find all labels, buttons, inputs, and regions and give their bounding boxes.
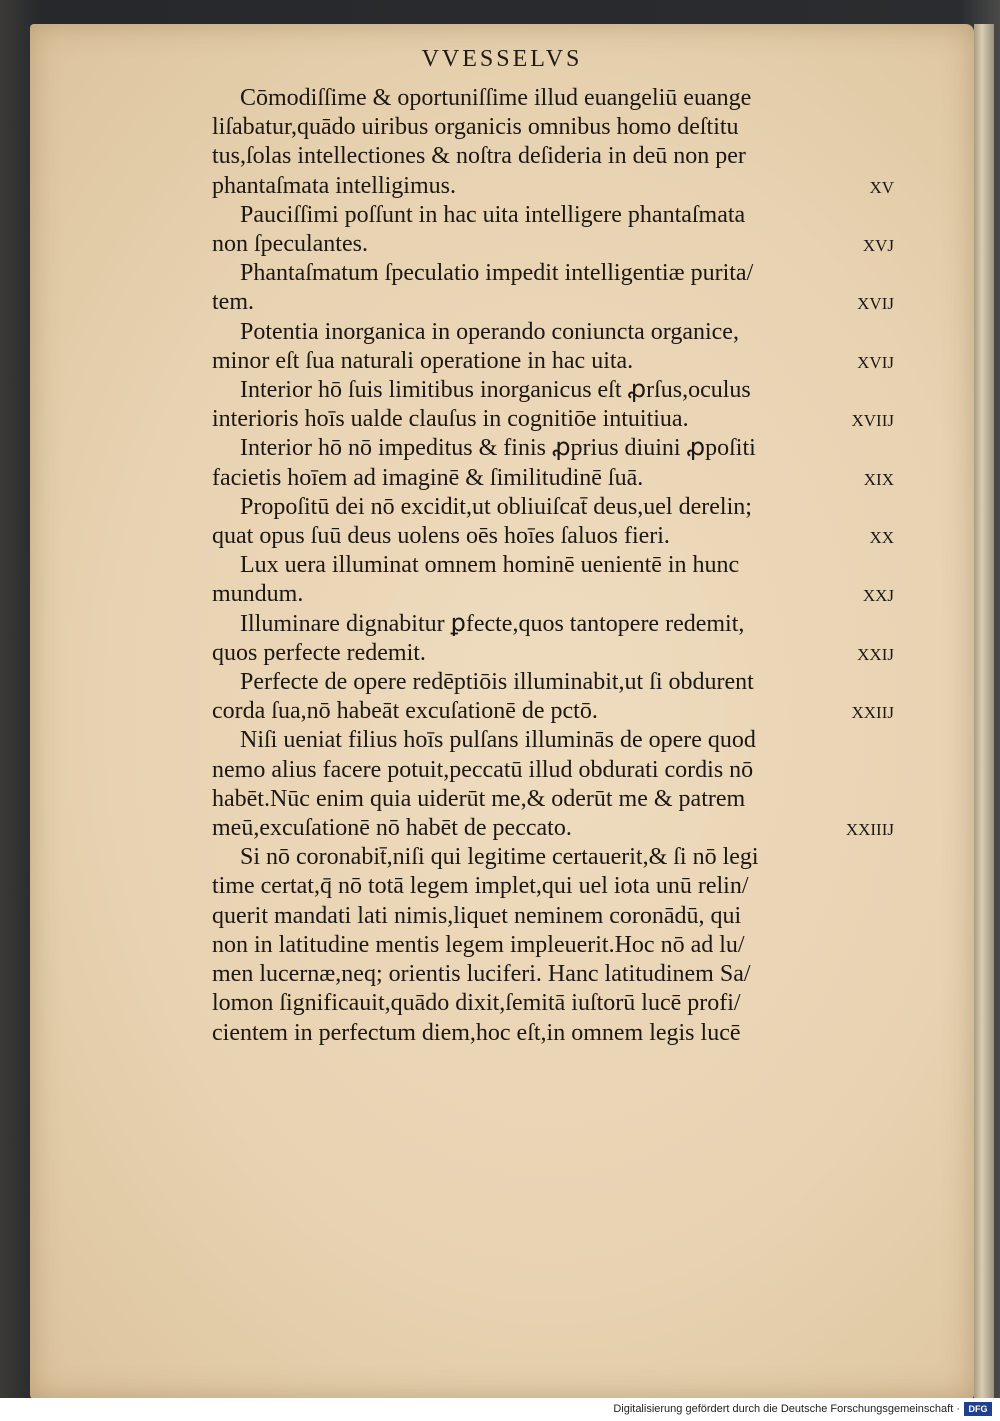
line-text: phantaſmata intelligimus.	[212, 172, 456, 199]
line-text: liſabatur,quādo uiribus organicis omnibus homo deſtitu	[212, 114, 739, 141]
text-line	[212, 1019, 894, 1048]
line-text: Illuminare dignabitur ꝑfecte,quos tantopere redemit,	[240, 610, 745, 637]
text-line	[212, 872, 894, 901]
text-line	[212, 201, 894, 230]
text-line	[212, 668, 894, 697]
thesis-number: xvj	[862, 231, 894, 258]
line-text: Lux uera illuminat omnem hominē uenientē in hunc	[240, 552, 740, 579]
text-line	[212, 902, 894, 931]
line-text: non ſpeculantes.	[212, 231, 368, 258]
thesis-paragraph	[212, 259, 894, 317]
line-text: non in latitudine mentis legem impleuerit.Hoc nō ad lu/	[212, 931, 745, 958]
thesis-paragraph	[212, 493, 894, 551]
line-text: meū,excuſationē nō habēt de peccato.	[212, 815, 572, 842]
line-text: querit mandati lati nimis,liquet neminem coronādū, qui	[212, 902, 742, 929]
line-text: cientem in perfectum diem,hoc eſt,in omnem legis lucē	[212, 1019, 741, 1046]
text-line	[212, 84, 894, 113]
line-text: time certat,q̄ nō totā legem implet,qui uel iota unū relin/	[212, 873, 749, 900]
thesis-paragraph	[212, 434, 894, 492]
line-text: Propoſitū dei nō excidit,ut obliuiſcat̄ deus,uel derelin;	[240, 493, 752, 520]
text-line	[212, 551, 894, 580]
thesis-number: xvij	[857, 289, 894, 316]
line-text: Phantaſmatum ſpeculatio impedit intelligentiæ purita/	[240, 260, 754, 287]
thesis-number: xv	[869, 172, 894, 199]
thesis-paragraph	[212, 318, 894, 376]
text-line	[212, 376, 894, 405]
line-text: Perfecte de opere redēptiōis illuminabit,ut ſi obdurent	[240, 669, 754, 696]
line-text: Cōmodiſſime & oportuniſſime illud euangeliū euange	[240, 85, 752, 111]
text-line	[212, 785, 894, 814]
text-line	[212, 580, 894, 609]
text-line	[212, 434, 894, 463]
line-text: Si nō coronabit̄,niſi qui legitime certauerit,& ſi nō legi	[240, 844, 759, 871]
page-edge	[974, 24, 994, 1399]
footer-bar	[0, 1398, 1000, 1421]
line-text: men lucernæ,neq; orientis luciferi. Hanc latitudinem Sa/	[212, 961, 751, 988]
thesis-number: xvij	[857, 347, 894, 374]
thesis-number: xxiij	[851, 698, 894, 725]
line-text: Potentia inorganica in operando coniuncta organice,	[240, 318, 739, 345]
line-text: interioris hoīs ualde clauſus in cognitiōe intuitiua.	[212, 406, 689, 433]
text-line	[212, 697, 894, 726]
line-text: tus,ſolas intellectiones & noſtra deſideria in deū non per	[212, 143, 746, 170]
thesis-paragraph	[212, 726, 894, 843]
line-text: nemo alius facere potuit,peccatū illud obdurati cordis nō	[212, 756, 754, 783]
thesis-number: xxj	[862, 581, 894, 608]
line-text: Niſi ueniat filius hoīs pulſans illuminās de opere quod	[240, 727, 756, 754]
text-line	[212, 113, 894, 142]
text-line	[212, 989, 894, 1018]
line-text: minor eſt ſua naturali operatione in hac uita.	[212, 347, 634, 374]
line-text: Interior hō ſuis limitibus inorganicus eſt ꝓrſus,oculus	[240, 377, 751, 404]
footer-credit: Digitalisierung gefördert durch die Deutsche Forschungsgemeinschaft ·	[613, 1403, 960, 1415]
text-line	[212, 318, 894, 347]
line-text: tem.	[212, 289, 254, 316]
line-text: corda ſua,nō habeāt excuſationē de pctō.	[212, 698, 598, 725]
text-line	[212, 230, 894, 259]
text-line	[212, 172, 894, 201]
line-text: facietis hoīem ad imaginē & ſimilitudinē ſuā.	[212, 464, 644, 491]
text-line	[212, 405, 894, 434]
line-text: Pauciſſimi poſſunt in hac uita intelligere phantaſmata	[240, 201, 746, 228]
thesis-paragraph	[212, 551, 894, 609]
thesis-paragraph	[212, 376, 894, 434]
thesis-paragraph	[212, 84, 894, 201]
text-line	[212, 756, 894, 785]
thesis-paragraph	[212, 201, 894, 259]
running-title: VVESSELVS	[421, 46, 583, 72]
body-text	[212, 84, 894, 1048]
text-line	[212, 464, 894, 493]
thesis-number: xx	[869, 523, 894, 550]
text-line	[212, 142, 894, 171]
thesis-paragraph	[212, 668, 894, 726]
text-line	[212, 843, 894, 872]
text-line	[212, 259, 894, 288]
thesis-number: xix	[863, 464, 894, 491]
thesis-paragraph	[212, 843, 894, 1047]
text-line	[212, 493, 894, 522]
line-text: habēt.Nūc enim quia uiderūt me,& oderūt me & patrem	[212, 785, 746, 812]
text-line	[212, 347, 894, 376]
text-line	[212, 522, 894, 551]
text-line	[212, 726, 894, 755]
text-line	[212, 639, 894, 668]
text-line	[212, 288, 894, 317]
dfg-logo: DFG	[964, 1402, 992, 1416]
line-text: mundum.	[212, 581, 304, 608]
thesis-paragraph	[212, 610, 894, 668]
line-text: quat opus ſuū deus uolens oēs hoīes ſaluos fieri.	[212, 523, 670, 550]
thesis-number: xviij	[851, 406, 894, 433]
line-text: Interior hō nō impeditus & finis ꝓprius diuini ꝓpoſiti	[240, 435, 756, 462]
text-line	[212, 931, 894, 960]
thesis-number: xxij	[857, 639, 894, 666]
text-line	[212, 610, 894, 639]
line-text: lomon ſignificauit,quādo dixit,ſemitā iuſtorū lucē profi/	[212, 990, 741, 1017]
line-text: quos perfecte redemit.	[212, 639, 426, 666]
thesis-number: xxiiij	[845, 815, 894, 842]
text-line	[212, 960, 894, 989]
text-line	[212, 814, 894, 843]
